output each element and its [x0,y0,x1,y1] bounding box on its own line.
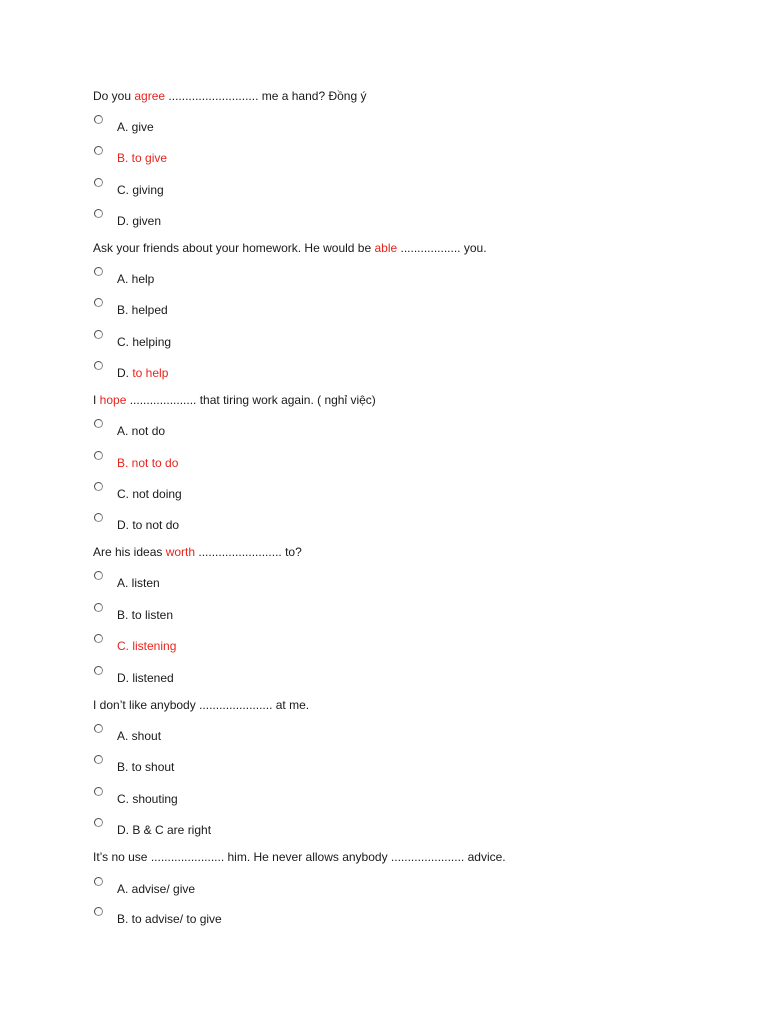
radio-button[interactable] [94,451,103,460]
option-label: D. given [117,214,162,228]
option-label [117,365,168,381]
question-4 [93,544,302,560]
option-label: D. to not do [117,518,180,532]
radio-button[interactable] [94,146,103,155]
radio-button[interactable] [94,787,103,796]
question-keyword: worth [165,545,196,559]
option-label: A. shout [117,729,162,743]
option-label: A. listen [117,576,160,590]
option-label: B. to give [117,151,168,165]
radio-button[interactable] [94,634,103,643]
radio-button[interactable] [94,267,103,276]
option-label: C. listening [117,639,177,653]
option-prefix: D. [117,366,133,380]
option-label: C. helping [117,335,172,349]
radio-button[interactable] [94,666,103,675]
option-label: A. give [117,120,154,134]
option-label: D. B & C are right [117,823,212,837]
radio-button[interactable] [94,115,103,124]
question-text: Do you [93,89,135,103]
radio-button[interactable] [94,571,103,580]
option-label: B. helped [117,303,168,317]
question-text: ......................... to? [195,545,302,559]
radio-button[interactable] [94,818,103,827]
radio-button[interactable] [94,907,103,916]
option-label: C. shouting [117,792,178,806]
question-keyword: agree [134,89,166,103]
question-text: I [93,393,100,407]
radio-button[interactable] [94,603,103,612]
question-3 [93,392,376,408]
question-text: It’s no use ...................... him. He never allows anybody ...................... advice. [93,850,506,864]
radio-button[interactable] [94,330,103,339]
radio-button[interactable] [94,361,103,370]
option-label: C. giving [117,183,164,197]
radio-button[interactable] [94,755,103,764]
option-label: A. advise/ give [117,882,196,896]
radio-button[interactable] [94,513,103,522]
radio-button[interactable] [94,298,103,307]
option-label: A. help [117,272,155,286]
question-keyword: hope [99,393,127,407]
question-2 [93,240,487,256]
radio-button[interactable] [94,419,103,428]
option-label: B. to advise/ to give [117,912,222,926]
option-label: A. not do [117,424,166,438]
question-keyword: able [374,241,398,255]
radio-button[interactable] [94,482,103,491]
radio-button[interactable] [94,877,103,886]
radio-button[interactable] [94,724,103,733]
question-6 [93,849,506,865]
question-text: I don’t like anybody ...................... at me. [93,698,310,712]
option-label: B. to shout [117,760,175,774]
question-text: .................... that tiring work again. ( nghỉ việc) [126,393,376,407]
option-label: B. to listen [117,608,174,622]
question-1 [93,88,366,104]
question-text: .................. you. [397,241,487,255]
radio-button[interactable] [94,178,103,187]
question-text: ........................... me a hand? Đồng ý [165,89,367,103]
option-label: B. not to do [117,456,179,470]
question-5 [93,697,309,713]
option-label: C. not doing [117,487,182,501]
question-text: Ask your friends about your homework. He would be [93,241,375,255]
radio-button[interactable] [94,209,103,218]
question-text: Are his ideas [93,545,166,559]
option-label: D. listened [117,671,174,685]
option-answer: to help [132,366,169,380]
